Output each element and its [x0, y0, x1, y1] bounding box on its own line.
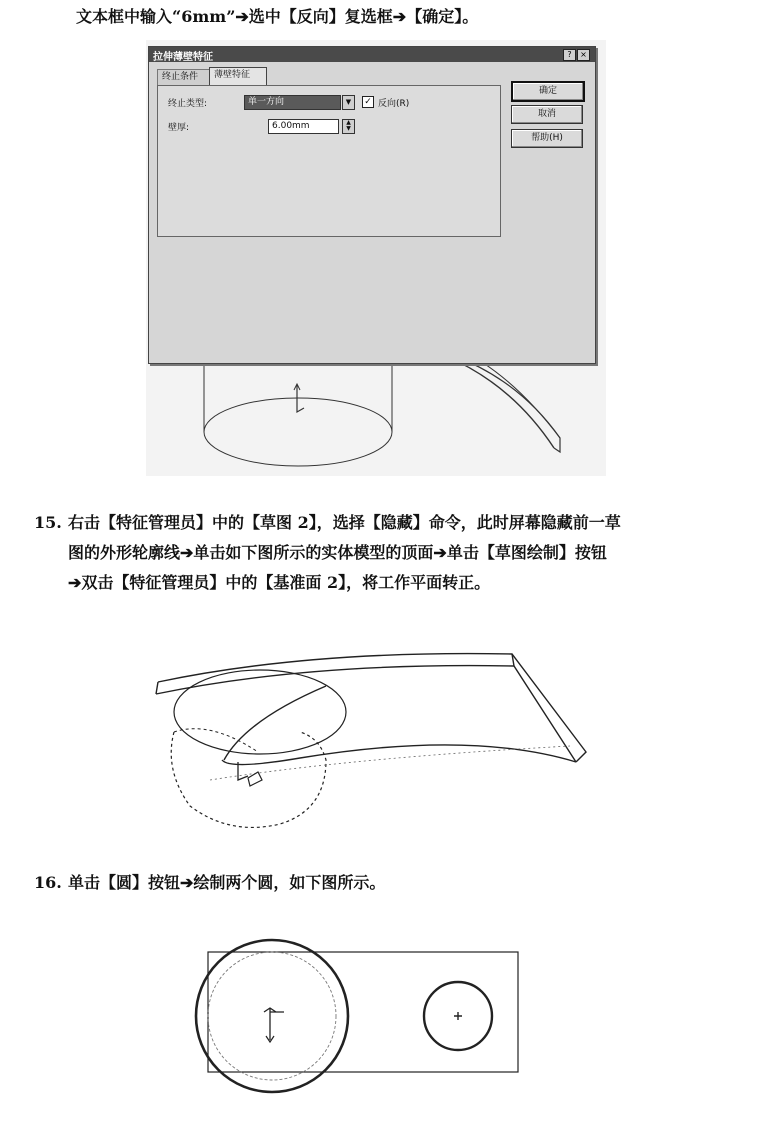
end-type-label: 终止类型: — [168, 99, 208, 109]
reverse-checkbox[interactable]: ✓ — [362, 96, 374, 108]
step-text-line: 右击【特征管理员】中的【草图 2】，选择【隐藏】命令，此时屏幕隐藏前一草 — [68, 513, 621, 532]
instruction-text: 文本框中输入“6mm”➔选中【反向】复选框➔【确定】。 — [76, 7, 479, 26]
thickness-stepper[interactable]: ▲ ▼ — [342, 119, 355, 134]
chevron-down-icon[interactable]: ▼ — [342, 95, 355, 110]
cancel-button[interactable]: 取消 — [511, 105, 583, 124]
dialog-screenshot-figure — [146, 40, 606, 476]
tab-thin-feature[interactable]: 薄壁特征 — [209, 67, 267, 86]
two-circles-sketch-figure — [186, 926, 526, 1096]
solid-model-top-face-figure — [150, 640, 600, 840]
dialog-titlebar — [149, 47, 595, 62]
end-type-select[interactable]: 单一方向 — [244, 95, 341, 110]
step-15 — [34, 508, 758, 598]
instruction-line — [76, 2, 478, 32]
step-text-line: 单击【圆】按钮➔绘制两个圆，如下图所示。 — [68, 873, 386, 892]
step-number: 15. — [34, 513, 62, 532]
tab-end-condition[interactable]: 终止条件 — [157, 69, 211, 85]
reverse-label: 反向(R) — [378, 99, 410, 109]
step-text-line: 图的外形轮廓线➔单击如下图所示的实体模型的顶面➔单击【草图绘制】按钮 — [68, 543, 607, 562]
help-icon[interactable]: ? — [563, 49, 576, 61]
dialog-title: 拉伸薄壁特征 — [153, 52, 213, 63]
extrude-thin-feature-dialog — [148, 46, 596, 364]
step-text-line: ➔双击【特征管理员】中的【基准面 2】，将工作平面转正。 — [68, 573, 491, 592]
thin-feature-panel — [157, 85, 501, 237]
close-icon[interactable]: × — [577, 49, 590, 61]
step-16 — [34, 868, 758, 898]
thickness-label: 壁厚: — [168, 123, 190, 133]
ok-button[interactable]: 确定 — [511, 81, 585, 102]
step-number: 16. — [34, 873, 62, 892]
help-button[interactable]: 帮助(H) — [511, 129, 583, 148]
thickness-input[interactable]: 6.00mm — [268, 119, 339, 134]
